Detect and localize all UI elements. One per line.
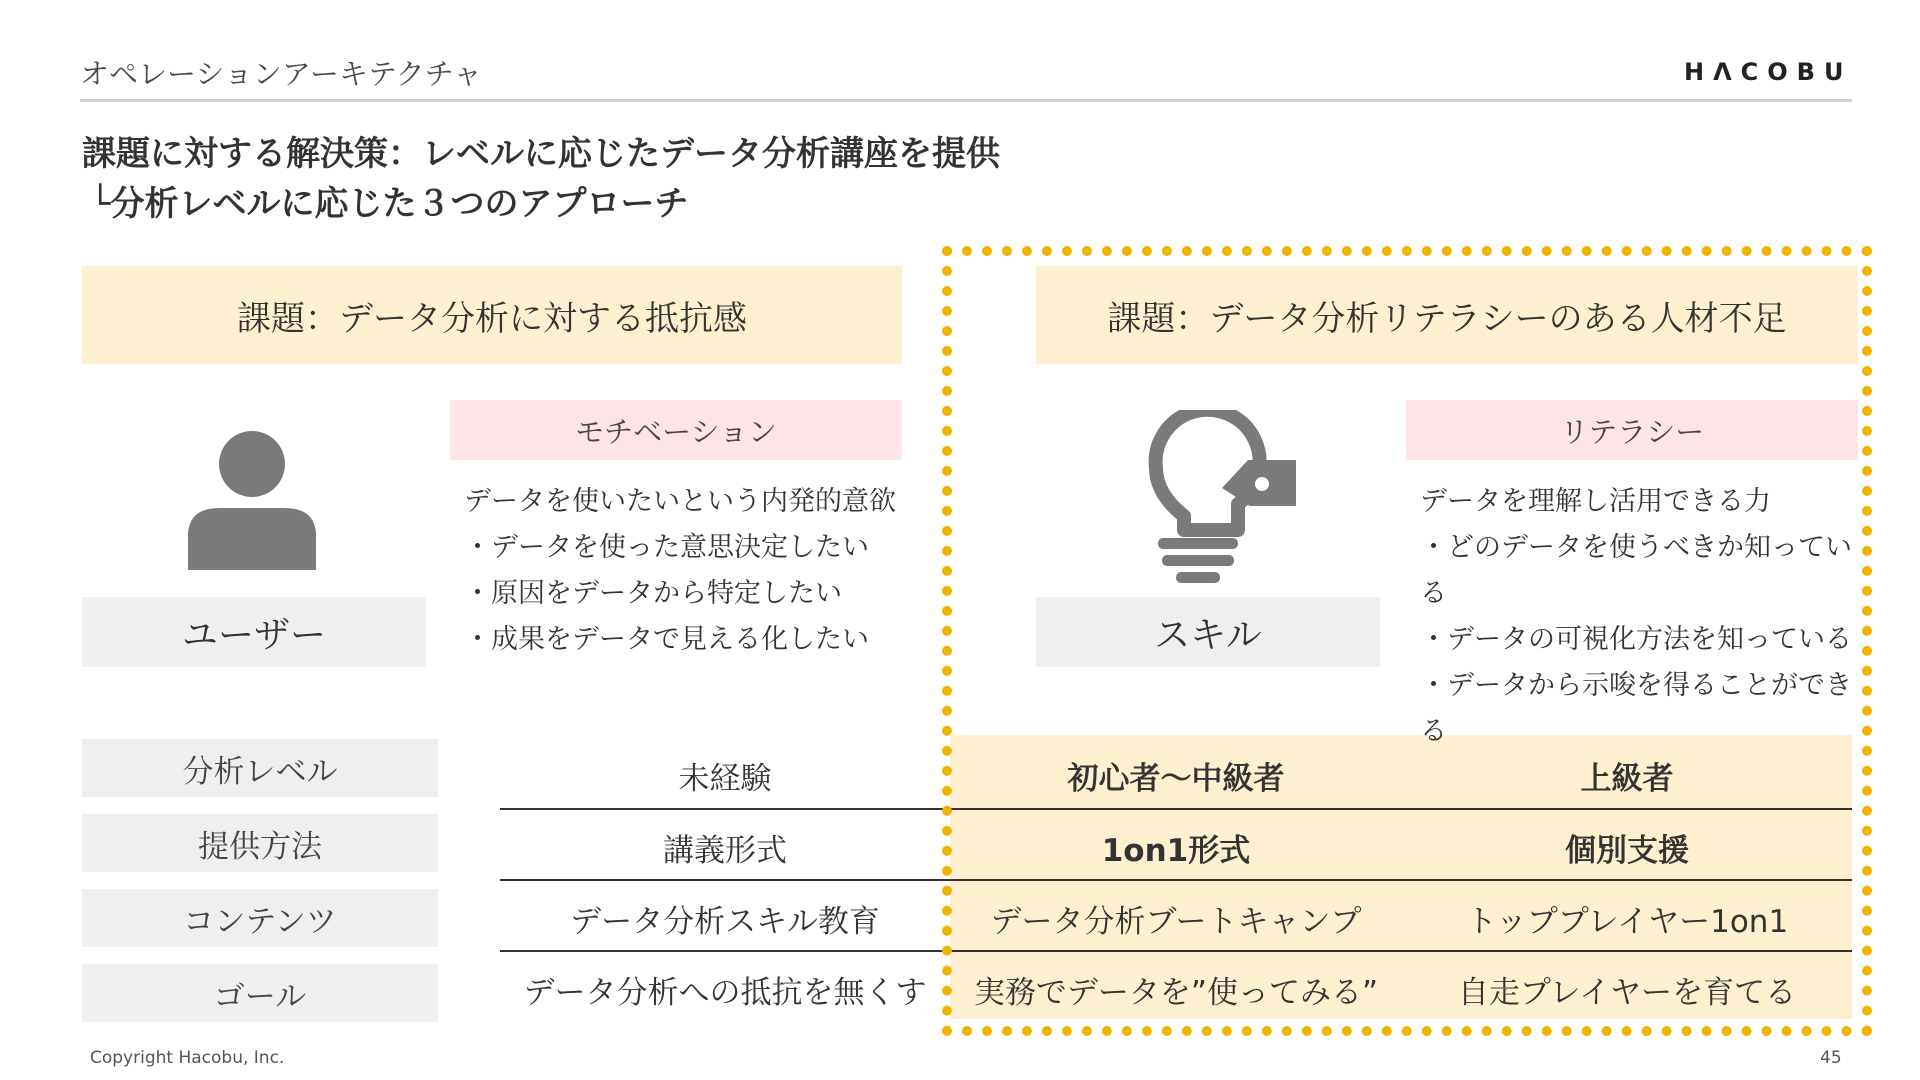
slide-title: 課題に対する解決策：レベルに応じたデータ分析講座を提供 (82, 134, 1000, 174)
persona-label-user: ユーザー (82, 597, 426, 667)
table-cell: データ分析への抵抗を無くす (523, 974, 927, 1011)
row-label-level: 分析レベル (82, 739, 438, 797)
issue-box-right: 課題：データ分析リテラシーのある人材不足 (1036, 266, 1858, 364)
brand-logo: HΛCOBU (1684, 58, 1853, 86)
row-label-content: コンテンツ (82, 889, 438, 947)
table-cell: 未経験 (678, 760, 772, 797)
table-cell: 個別支援 (1565, 832, 1689, 869)
copyright: Copyright Hacobu, Inc. (90, 1048, 285, 1068)
description-line: ・データを使った意思決定したい (464, 532, 869, 563)
persona-label-skill: スキル (1036, 597, 1380, 667)
table-cell: 初心者～中級者 (1067, 760, 1285, 797)
header-divider (80, 99, 1852, 102)
description-line: ・データの可視化方法を知っている (1420, 624, 1852, 655)
row-label-goal: ゴール (82, 964, 438, 1022)
description-line: ・どのデータを使うべきか知っている (1420, 532, 1852, 609)
table-cell: データ分析ブートキャンプ (990, 903, 1362, 940)
section-title: オペレーションアーキテクチャ (80, 57, 482, 91)
slide-subtitle: └分析レベルに応じた３つのアプローチ (90, 184, 689, 224)
tag-literacy: リテラシー (1406, 400, 1858, 460)
page-number: 45 (1820, 1048, 1842, 1068)
table-cell: 自走プレイヤーを育てる (1457, 974, 1797, 1011)
description-line: ・原因をデータから特定したい (464, 578, 842, 609)
issue-box-left: 課題：データ分析に対する抵抗感 (82, 266, 902, 364)
motivation-description (464, 479, 904, 663)
tag-motivation: モチベーション (450, 400, 902, 460)
highlight-frame (942, 246, 1872, 1036)
table-cell: 1on1形式 (1101, 832, 1251, 869)
description-line: データを理解し活用できる力 (1420, 486, 1771, 517)
description-line: ・成果をデータで見える化したい (464, 624, 869, 655)
table-cell: 実務でデータを”使ってみる” (973, 974, 1379, 1011)
description-line: データを使いたいという内発的意欲 (464, 486, 896, 517)
table-cell: 講義形式 (663, 832, 787, 869)
table-cell: データ分析スキル教育 (570, 903, 880, 940)
description-line: ・データから示唆を得ることができる (1420, 670, 1852, 747)
table-cell: 上級者 (1580, 760, 1674, 797)
user-icon (184, 424, 320, 570)
row-label-method: 提供方法 (82, 814, 438, 872)
table-cell: トッププレイヤー1on1 (1465, 903, 1789, 940)
